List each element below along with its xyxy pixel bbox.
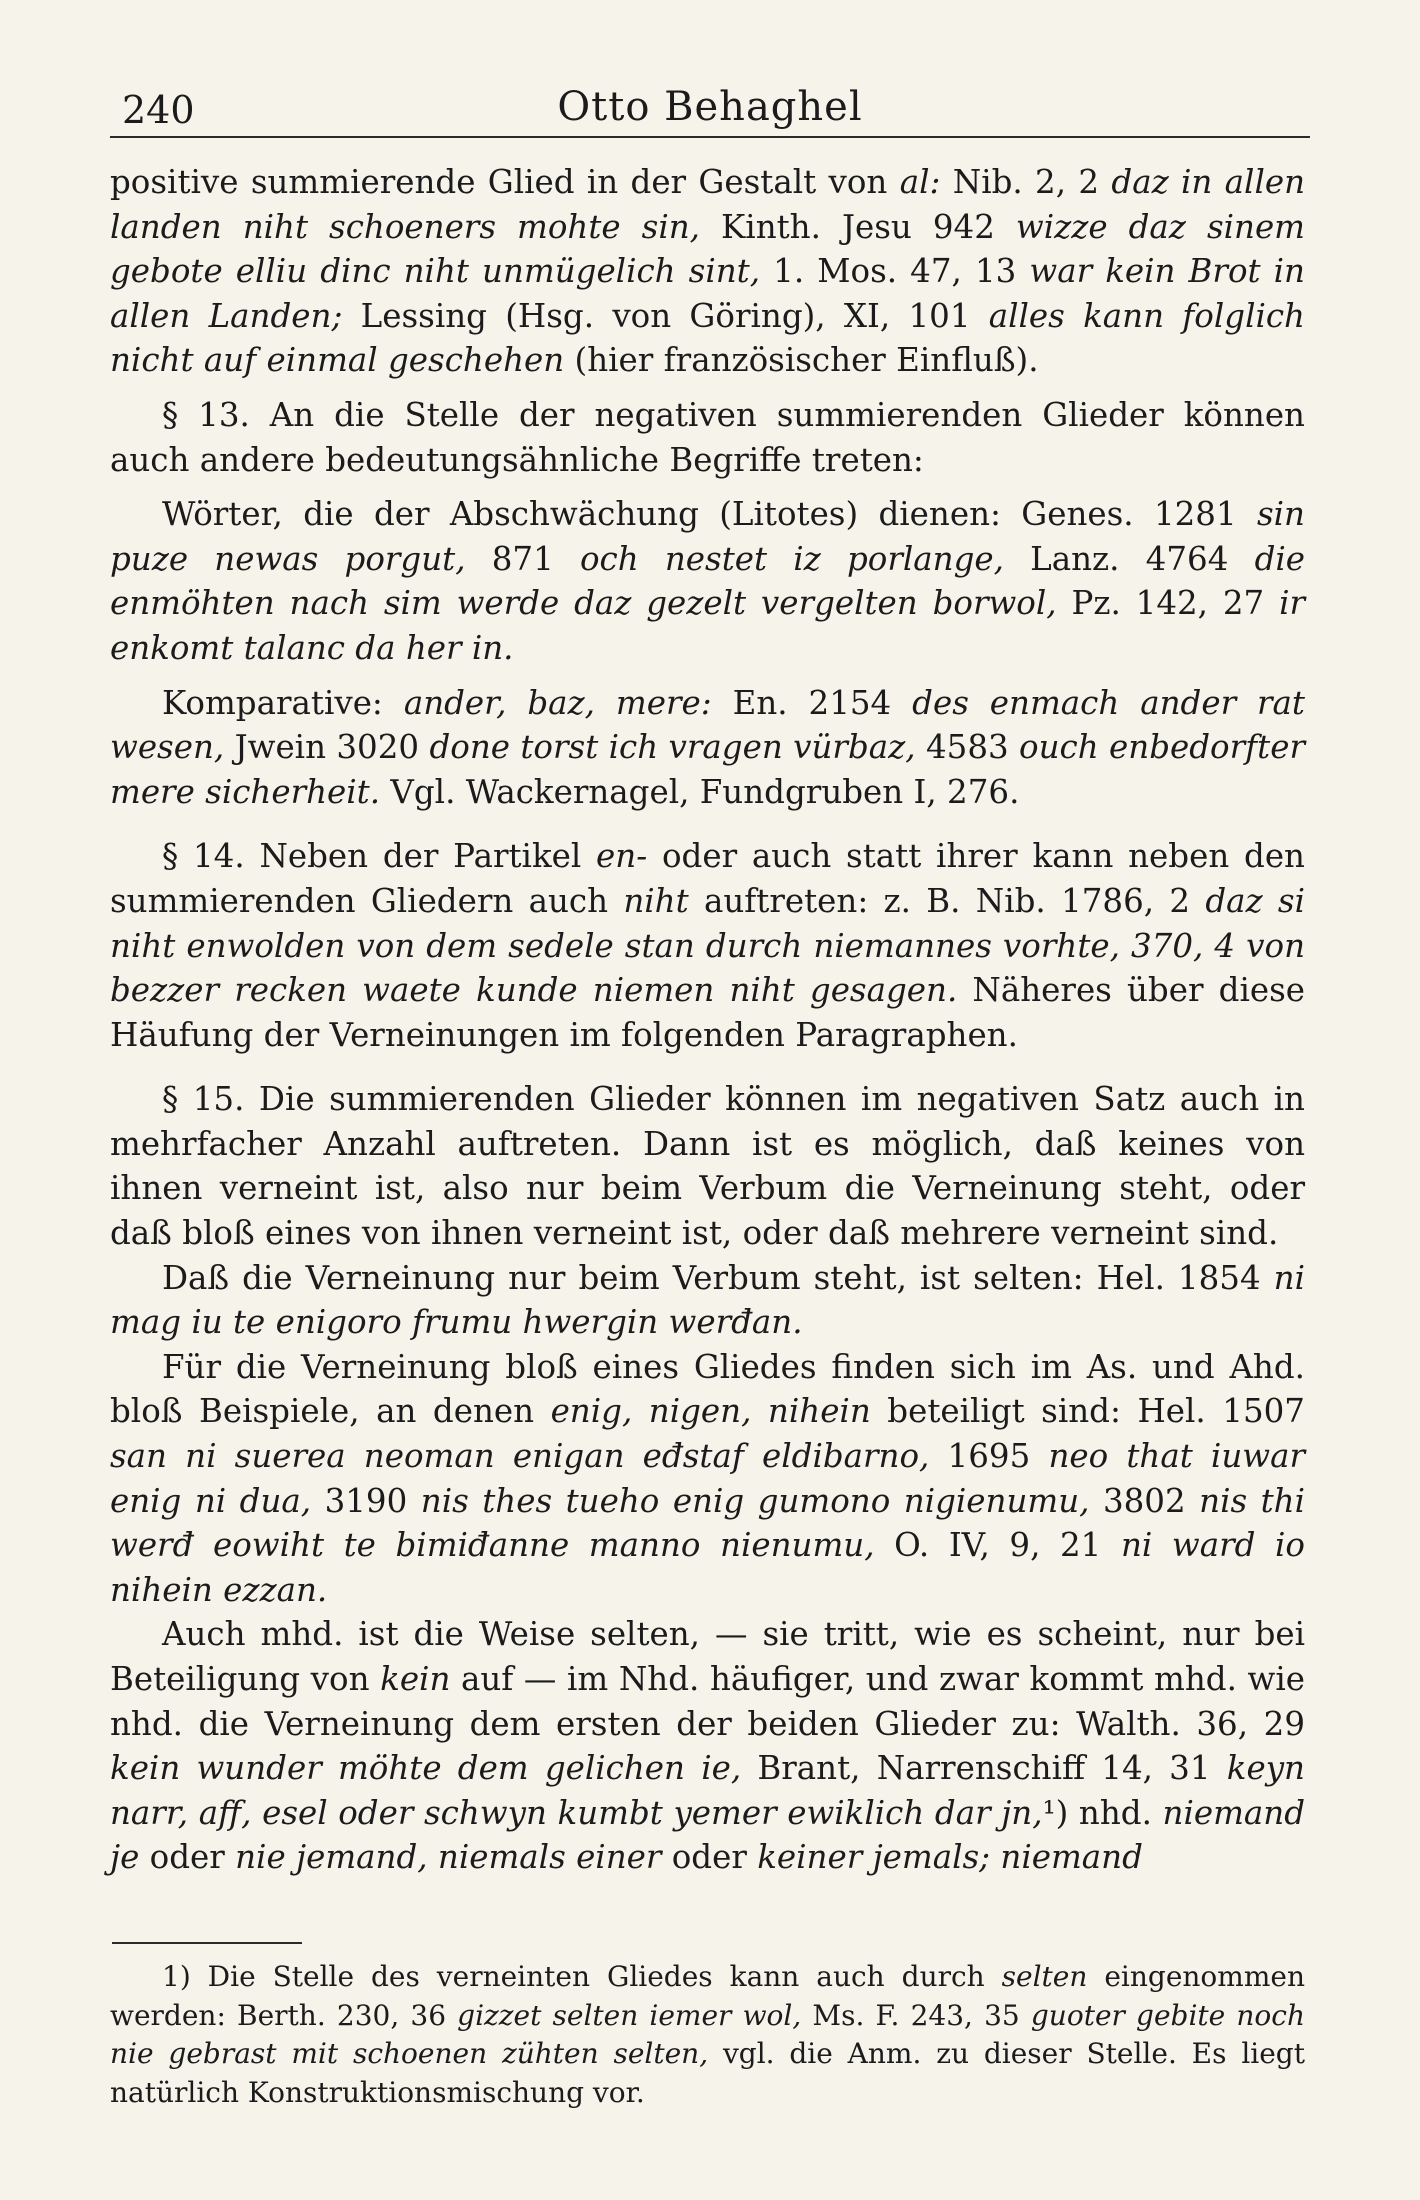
paragraph: [110, 834, 1305, 1057]
quoted-example: san ni suerea neoman enigan eđstaf eldibarno,: [110, 1437, 930, 1476]
quoted-example: gizzet selten iemer wol,: [457, 1998, 802, 2032]
text-run: Lanz. 4764: [1003, 539, 1255, 578]
quoted-example: enig, nigen, nihein: [550, 1392, 871, 1431]
quoted-example: kein: [380, 1660, 451, 1698]
quoted-example: ni mag iu te enigoro frumu hwergin werđan.: [110, 1258, 1305, 1342]
text-run: § 13. An die Stelle der negativen summierenden Glieder können auch andere bedeutungsähnliche Begriffe treten:: [110, 395, 1305, 479]
quoted-example: al:: [899, 163, 941, 201]
paragraph: [110, 1612, 1305, 1880]
footnote: [110, 1958, 1305, 2112]
quoted-example: neo that iuwar enig ni dua,: [110, 1437, 1305, 1520]
text-run: Für die Verneinung bloß eines Gliedes finden sich im As. und Ahd. bloß Beispiele, an denen: [110, 1347, 1305, 1431]
text-run: (hier französischer Einfluß).: [564, 341, 1039, 380]
page-header: [110, 78, 1310, 138]
quoted-example: alles kann folglich nicht auf einmal geschehen: [110, 296, 1305, 380]
quoted-example: keyn narr, aff, esel oder schwyn kumbt yemer ewiklich dar jn,: [110, 1749, 1305, 1832]
text-run: auf — im Nhd. häufiger, und zwar kommt mhd. wie nhd. die Verneinung dem ersten der beiden Glieder zu: Walth. 36, 29: [110, 1660, 1305, 1743]
text-run: Wörter, die der Abschwächung (Litotes) dienen: Genes. 1281: [162, 495, 1257, 534]
quoted-example: guoter gebite noch nie gebrast mit schoenen zühten selten,: [110, 1998, 1305, 2071]
text-run: Näheres über diese Häufung der Verneinungen im folgenden Paragraphen.: [110, 971, 1305, 1054]
text-run: Jwein 3020: [224, 728, 430, 767]
quoted-example: selten: [1001, 1960, 1088, 1993]
text-run: ¹) nhd.: [1042, 1793, 1163, 1832]
text-run: oder: [661, 1838, 758, 1877]
text-run: beteiligt sind: Hel. 1507: [870, 1392, 1305, 1431]
quoted-example: ouch enbedorfter mere sicherheit.: [110, 728, 1306, 811]
quoted-example: kein wunder möhte dem gelichen ie,: [110, 1749, 742, 1788]
quoted-example: daz si niht enwolden von dem sedele stan durch niemannes vorhte, 370, 4 von bezzer recken waete kunde niemen niht gesagen.: [110, 881, 1305, 1010]
paragraph: [110, 160, 1305, 383]
text-run: auftreten: z. B. Nib. 1786, 2: [688, 881, 1206, 920]
text-run: Ms. F. 243, 35: [801, 1998, 1031, 2032]
text-run: Vgl. Wackernagel, Fundgruben I, 276.: [380, 772, 1020, 811]
text-run: Auch mhd. ist die Weise selten, — sie tritt, wie es scheint, nur bei Beteiligung von: [110, 1615, 1305, 1698]
quoted-example: daz in allen landen niht schoeners mohte sin,: [110, 163, 1305, 246]
paragraph: [110, 1345, 1305, 1613]
quoted-example: wizze daz sinem gebote elliu dinc niht unmügelich sint,: [110, 207, 1305, 291]
footnotes: [110, 1958, 1305, 2112]
quoted-example: die enmöhten nach sim werde daz gezelt vergelten borwol,: [110, 539, 1305, 623]
paragraph: [110, 681, 1305, 815]
quoted-example: niemand je: [110, 1793, 1306, 1877]
text-run: Daß die Verneinung nur beim Verbum steht, ist selten: Hel. 1854: [162, 1258, 1274, 1297]
text-run: oder: [139, 1838, 236, 1877]
quoted-example: sin puze newas porgut,: [110, 495, 1305, 578]
quoted-example: des enmach ander rat wesen,: [110, 683, 1305, 767]
text-run: 871: [465, 539, 580, 578]
page-number: 240: [122, 88, 195, 132]
quoted-example: och nestet iz porlange,: [579, 539, 1004, 578]
text-run: Pz. 142, 27: [1056, 584, 1280, 623]
text-run: 4583: [915, 728, 1020, 767]
text-run: Nib. 2, 2: [940, 163, 1112, 201]
quoted-example: nis thi werđ eowiht te bimiđanne manno nienumu,: [110, 1481, 1306, 1565]
text-run: vgl. die Anm. zu dieser Stelle. Es liegt natürlich Konstruktionsmischung vor.: [110, 2037, 1305, 2109]
body-text: [110, 160, 1305, 1880]
quoted-example: war kein Brot in allen Landen;: [110, 252, 1305, 335]
quoted-example: en-: [596, 837, 648, 876]
text-run: Lessing (Hsg. von Göring), XI, 101: [342, 296, 989, 335]
paragraph: [110, 492, 1305, 670]
text-run: En. 2154: [711, 683, 913, 722]
quoted-example: keiner jemals; niemand: [757, 1838, 1143, 1877]
text-run: 3802: [1089, 1481, 1200, 1520]
text-run: eingenommen werden: Berth. 230, 36: [110, 1960, 1305, 2032]
text-run: 1) Die Stelle des verneinten Gliedes kann auch durch: [162, 1960, 1002, 1993]
running-title: Otto Behaghel: [557, 84, 863, 130]
paragraph: [110, 1077, 1305, 1255]
text-run: 1. Mos. 47, 13: [760, 252, 1030, 291]
quoted-example: niht: [623, 881, 689, 920]
text-run: 1695: [929, 1437, 1049, 1476]
text-run: Kinth. Jesu 942: [700, 207, 1016, 246]
text-run: Brant, Narrenschiff 14, 31: [741, 1749, 1227, 1788]
text-run: oder auch statt ihrer kann neben den summierenden Gliedern auch: [110, 837, 1305, 920]
quoted-example: nie jemand, niemals einer: [235, 1838, 662, 1877]
quoted-example: nis thes tueho enig gumono nigienumu,: [420, 1481, 1090, 1520]
text-run: 3190: [311, 1481, 421, 1520]
paragraph: [110, 393, 1305, 482]
text-run: Komparative:: [162, 683, 404, 722]
quoted-example: done torst ich vragen vürbaz,: [429, 728, 916, 767]
quoted-example: ir enkomt talanc da her in.: [110, 584, 1306, 667]
paragraph: [110, 1256, 1305, 1345]
quoted-example: ander, baz, mere:: [403, 683, 712, 722]
footnote-rule: [112, 1942, 302, 1944]
header-rule: [110, 136, 1310, 138]
quoted-example: ni ward io nihein ezzan.: [110, 1526, 1306, 1609]
text-run: positive summierende Glied in der Gestalt von: [110, 163, 900, 201]
text-run: § 14. Neben der Partikel: [162, 837, 597, 876]
text-run: O. IV, 9, 21: [874, 1526, 1121, 1565]
text-run: § 15. Die summierenden Glieder können im negativen Satz auch in mehrfacher Anzahl auftreten. Dann ist es möglich, daß keines von ihnen verneint ist, also nur beim Verbum die Verneinung steht, oder daß bloß eines von ihnen verneint ist, oder daß mehrere verneint sind.: [110, 1080, 1305, 1253]
